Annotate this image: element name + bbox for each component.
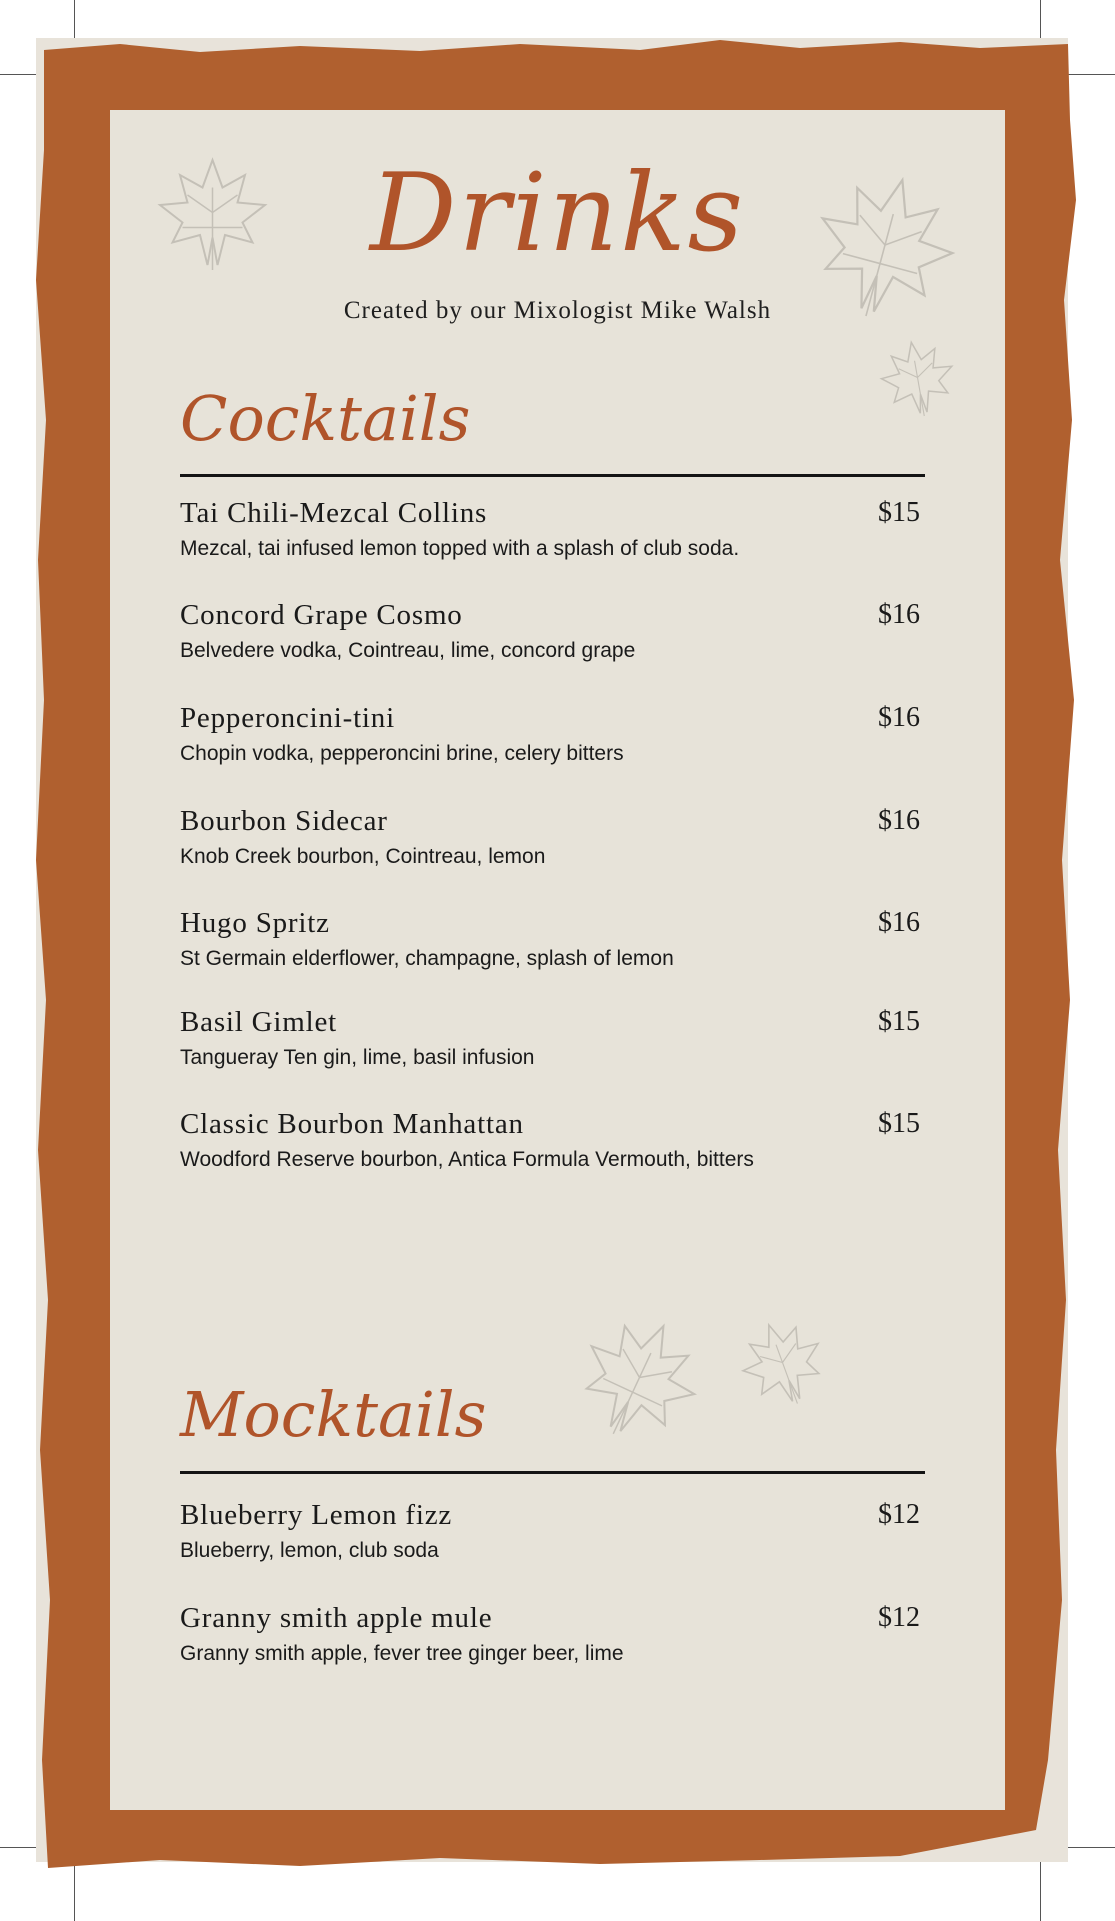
item-description: St Germain elderflower, champagne, splash of lemon [180, 947, 674, 970]
item-description: Belvedere vodka, Cointreau, lime, concord grape [180, 639, 636, 662]
item-name: Concord Grape Cosmo [180, 599, 463, 631]
item-name: Blueberry Lemon fizz [180, 1499, 453, 1531]
section-title-cocktails: Cocktails [180, 382, 471, 455]
section-title-mocktails: Mocktails [180, 1378, 487, 1451]
item-description: Woodford Reserve bourbon, Antica Formula Vermouth, bitters [180, 1148, 754, 1171]
maple-leaf-icon [870, 335, 965, 420]
section-divider [180, 474, 925, 477]
item-name: Tai Chili-Mezcal Collins [180, 497, 488, 529]
item-price: $15 [878, 1108, 920, 1139]
menu-title: Drinks [369, 151, 746, 276]
item-description: Knob Creek bourbon, Cointreau, lemon [180, 845, 546, 868]
item-price: $15 [878, 497, 920, 528]
item-name: Pepperoncini-tini [180, 702, 395, 734]
menu-subtitle: Created by our Mixologist Mike Walsh [343, 297, 772, 324]
item-name: Bourbon Sidecar [180, 805, 388, 837]
item-name: Granny smith apple mule [180, 1602, 493, 1634]
item-price: $15 [878, 1006, 920, 1037]
item-price: $12 [878, 1602, 920, 1633]
section-divider [180, 1471, 925, 1474]
item-description: Mezcal, tai infused lemon topped with a splash of club soda. [180, 537, 740, 560]
item-description: Chopin vodka, pepperoncini brine, celery bitters [180, 742, 624, 765]
item-name: Hugo Spritz [180, 907, 330, 939]
item-price: $16 [878, 702, 920, 733]
item-name: Classic Bourbon Manhattan [180, 1108, 524, 1140]
item-price: $16 [878, 907, 920, 938]
item-description: Granny smith apple, fever tree ginger beer, lime [180, 1642, 624, 1665]
item-description: Blueberry, lemon, club soda [180, 1539, 439, 1562]
item-description: Tangueray Ten gin, lime, basil infusion [180, 1046, 535, 1069]
item-price: $16 [878, 599, 920, 630]
item-name: Basil Gimlet [180, 1006, 338, 1038]
item-price: $16 [878, 805, 920, 836]
maple-leaf-icon [730, 1315, 835, 1410]
maple-leaf-icon [572, 1305, 707, 1450]
item-price: $12 [878, 1499, 920, 1530]
